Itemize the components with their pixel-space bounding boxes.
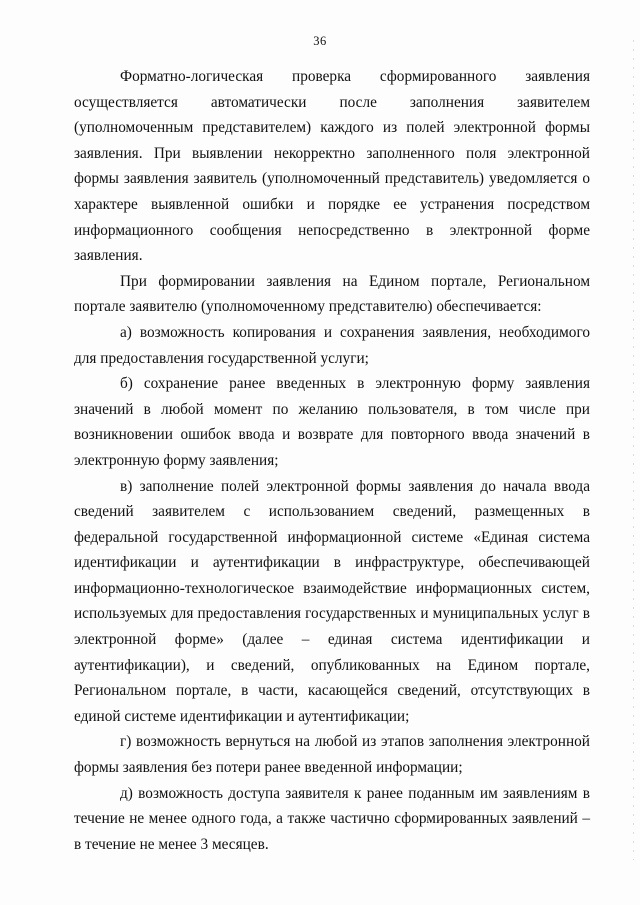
list-item-v: в) заполнение полей электронной формы заявления до начала ввода сведений заявителем с использованием сведений, размещенных в федеральной государственной информационной системе «Единая система идентификации и аутентификации в инфраструктуре, обеспечивающей информационно-технологическое взаимодействие информационных систем, используемых для предоставления государственных и муниципальных услуг в электронной форме» (далее – единая система идентификации и аутентификации), и сведений, опубликованных на Едином портале, Региональном портале, в части, касающейся сведений, отсутствующих в единой системе идентификации и аутентификации; xyxy=(74,477,590,725)
paragraph-portal-provision: При формировании заявления на Едином портале, Региональном портале заявителю (уполномоченному представителю) обеспечивается: xyxy=(74,272,590,316)
list-item-d: д) возможность доступа заявителя к ранее поданным им заявлениям в течение не менее одного года, а также частично сформированных заявлений – в течение не менее 3 месяцев. xyxy=(74,784,590,853)
list-item-b: б) сохранение ранее введенных в электронную форму заявления значений в любой момент по желанию пользователя, в том числе при возникновении ошибок ввода и возврате для повторного ввода значений в электронную форму заявления; xyxy=(74,375,590,469)
list-item-a: а) возможность копирования и сохранения заявления, необходимого для предоставления государственной услуги; xyxy=(74,323,590,367)
paragraph-format-check: Форматно-логическая проверка сформированного заявления осуществляется автоматически после заполнения заявителем (уполномоченным представителем) каждого из полей электронной формы заявления. При выявлении некорректно заполненного поля электронной формы заявления заявитель (уполномоченный представитель) уведомляется о характере выявленной ошибки и порядке ее устранения посредством информационного сообщения непосредственно в электронной форме заявления. xyxy=(74,68,590,265)
page-number: 36 xyxy=(313,34,327,48)
document-body xyxy=(74,64,590,857)
list-item-g: г) возможность вернуться на любой из этапов заполнения электронной формы заявления без потери ранее введенной информации; xyxy=(74,733,590,777)
scan-edge-artifact xyxy=(633,40,634,860)
